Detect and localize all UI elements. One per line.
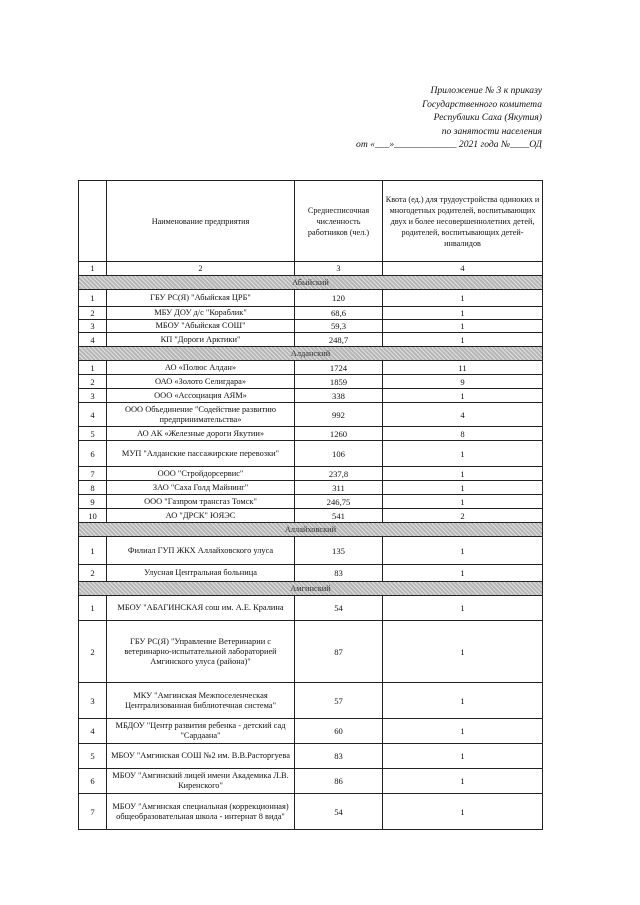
- district-name: Амгинский: [79, 582, 543, 596]
- employee-count: 246,75: [295, 495, 383, 509]
- row-number: 4: [79, 719, 107, 744]
- row-number: 5: [79, 427, 107, 441]
- company-name: МБОУ "Амгинская СОШ №2 им. В.В.Расторгуева: [107, 744, 295, 769]
- row-number: 3: [79, 320, 107, 333]
- row-number: 3: [79, 683, 107, 719]
- district-section-row: [79, 347, 543, 361]
- quota-value: 2: [383, 509, 543, 523]
- row-number: 2: [79, 565, 107, 582]
- column-number: 1: [79, 262, 107, 276]
- header-date-number-line: от «___»_____________ 2021 года №____ОД: [356, 139, 542, 151]
- employee-count: 1859: [295, 375, 383, 389]
- quota-value: 1: [383, 441, 543, 467]
- table-body: [79, 276, 543, 830]
- employee-count: 541: [295, 509, 383, 523]
- company-name: ЗАО "Саха Голд Майнинг": [107, 481, 295, 495]
- quota-value: 1: [383, 467, 543, 481]
- company-name: МБОУ "АБАГИНСКАЯ сош им. А.Е. Кралина: [107, 596, 295, 621]
- quota-value: 1: [383, 596, 543, 621]
- company-name: ООО "Стройдорсервис": [107, 467, 295, 481]
- employee-count: 992: [295, 403, 383, 427]
- row-number: 2: [79, 375, 107, 389]
- row-number: 4: [79, 403, 107, 427]
- company-name: КП "Дороги Арктики": [107, 333, 295, 347]
- quota-value: 1: [383, 320, 543, 333]
- table-row: [79, 320, 543, 333]
- header-line: по занятости населения: [441, 125, 542, 137]
- employee-count: 60: [295, 719, 383, 744]
- district-name: Абыйский: [79, 276, 543, 290]
- employer-quota-table: [78, 180, 543, 830]
- row-number: 6: [79, 769, 107, 794]
- column-number-row: [79, 262, 543, 276]
- quota-value: 1: [383, 333, 543, 347]
- table-row: [79, 769, 543, 794]
- table-row: [79, 719, 543, 744]
- employee-count: 248,7: [295, 333, 383, 347]
- company-name: МУП "Алданские пассажирские перевозки": [107, 441, 295, 467]
- employee-count: 57: [295, 683, 383, 719]
- quota-value: 11: [383, 361, 543, 375]
- company-name: ООО «Ассоциация АЯМ»: [107, 389, 295, 403]
- company-name: МБУ ДОУ д/с "Кораблик": [107, 307, 295, 320]
- table-row: [79, 509, 543, 523]
- employee-count: 135: [295, 537, 383, 565]
- quota-value: 1: [383, 621, 543, 683]
- company-name: МБОУ "Абыйская СОШ": [107, 320, 295, 333]
- employee-count: 83: [295, 565, 383, 582]
- employee-count: 106: [295, 441, 383, 467]
- table-row: [79, 467, 543, 481]
- quota-value: 4: [383, 403, 543, 427]
- table-row: [79, 333, 543, 347]
- column-header-number: [79, 181, 107, 262]
- quota-value: 9: [383, 375, 543, 389]
- table-row: [79, 495, 543, 509]
- column-header-quota: Квота (ед.) для трудоустройства одиноких и многодетных родителей, воспитывающих двух и более несовершеннолетних детей, родителей, воспитывающих детей-инвалидов: [383, 181, 543, 262]
- table-header-row: [79, 181, 543, 262]
- table-row: [79, 596, 543, 621]
- employee-count: 54: [295, 794, 383, 830]
- company-name: АО "ДРСК" ЮЯЭС: [107, 509, 295, 523]
- employee-count: 237,8: [295, 467, 383, 481]
- row-number: 2: [79, 307, 107, 320]
- employee-count: 68,6: [295, 307, 383, 320]
- table-row: [79, 621, 543, 683]
- employee-count: 1724: [295, 361, 383, 375]
- table-row: [79, 290, 543, 307]
- company-name: ООО Объединение "Содействие развитию предпринимательства»: [107, 403, 295, 427]
- company-name: АО «Полюс Алдан»: [107, 361, 295, 375]
- header-line: Государственного комитета: [422, 98, 542, 110]
- employee-count: 54: [295, 596, 383, 621]
- table-row: [79, 441, 543, 467]
- employee-count: 120: [295, 290, 383, 307]
- table-row: [79, 403, 543, 427]
- order-appendix-header: [320, 84, 542, 152]
- row-number: 6: [79, 441, 107, 467]
- row-number: 1: [79, 596, 107, 621]
- table-row: [79, 375, 543, 389]
- employee-count: 338: [295, 389, 383, 403]
- district-section-row: [79, 276, 543, 290]
- row-number: 1: [79, 537, 107, 565]
- column-number: 3: [295, 262, 383, 276]
- table-row: [79, 481, 543, 495]
- company-name: Улусная Центральная больница: [107, 565, 295, 582]
- quota-value: 1: [383, 719, 543, 744]
- table-row: [79, 427, 543, 441]
- quota-value: 1: [383, 307, 543, 320]
- row-number: 1: [79, 290, 107, 307]
- company-name: МБДОУ "Центр развития ребенка - детский сад "Сардаана": [107, 719, 295, 744]
- employee-count: 311: [295, 481, 383, 495]
- company-name: Филиал ГУП ЖКХ Аллайховского улуса: [107, 537, 295, 565]
- company-name: ГБУ РС(Я) "Абыйская ЦРБ": [107, 290, 295, 307]
- employee-count: 87: [295, 621, 383, 683]
- quota-value: 1: [383, 481, 543, 495]
- column-number: 4: [383, 262, 543, 276]
- company-name: МБОУ "Амгинский лицей имени Академика Л.В. Киренского": [107, 769, 295, 794]
- table-row: [79, 683, 543, 719]
- company-name: ОАО «Золото Селигдара»: [107, 375, 295, 389]
- quota-value: 1: [383, 290, 543, 307]
- district-name: Алданский: [79, 347, 543, 361]
- table-row: [79, 537, 543, 565]
- row-number: 1: [79, 361, 107, 375]
- row-number: 3: [79, 389, 107, 403]
- quota-value: 1: [383, 537, 543, 565]
- row-number: 8: [79, 481, 107, 495]
- company-name: МБОУ "Амгинская специальная (коррекционная) общеобразовательная школа - интернат 8 вида": [107, 794, 295, 830]
- table-row: [79, 307, 543, 320]
- company-name: МКУ "Амгинская Межпоселенческая Централизованная библиотечная система": [107, 683, 295, 719]
- quota-value: 8: [383, 427, 543, 441]
- row-number: 7: [79, 794, 107, 830]
- quota-value: 1: [383, 565, 543, 582]
- employee-count: 59,3: [295, 320, 383, 333]
- row-number: 7: [79, 467, 107, 481]
- table-row: [79, 361, 543, 375]
- table-row: [79, 389, 543, 403]
- quota-value: 1: [383, 495, 543, 509]
- quota-value: 1: [383, 389, 543, 403]
- header-line: Республики Саха (Якутия): [433, 112, 542, 124]
- row-number: 2: [79, 621, 107, 683]
- employee-count: 83: [295, 744, 383, 769]
- company-name: ООО "Газпром трансгаз Томск": [107, 495, 295, 509]
- row-number: 9: [79, 495, 107, 509]
- quota-value: 1: [383, 744, 543, 769]
- employee-count: 86: [295, 769, 383, 794]
- row-number: 4: [79, 333, 107, 347]
- quota-value: 1: [383, 683, 543, 719]
- row-number: 10: [79, 509, 107, 523]
- company-name: АО АК «Железные дороги Якутии»: [107, 427, 295, 441]
- column-header-company-name: Наименование предприятия: [107, 181, 295, 262]
- row-number: 5: [79, 744, 107, 769]
- district-section-row: [79, 582, 543, 596]
- district-name: Аллайховский: [79, 523, 543, 537]
- table-row: [79, 565, 543, 582]
- column-header-employees: Среднесписочная численность работников (чел.): [295, 181, 383, 262]
- column-number: 2: [107, 262, 295, 276]
- header-line: Приложение № 3 к приказу: [430, 85, 542, 96]
- table-row: [79, 744, 543, 769]
- quota-value: 1: [383, 794, 543, 830]
- quota-value: 1: [383, 769, 543, 794]
- district-section-row: [79, 523, 543, 537]
- company-name: ГБУ РС(Я) "Управление Ветеринарии с ветеринарно-испытательной лабораторией Амгинского улуса (района)": [107, 621, 295, 683]
- table-row: [79, 794, 543, 830]
- employee-count: 1260: [295, 427, 383, 441]
